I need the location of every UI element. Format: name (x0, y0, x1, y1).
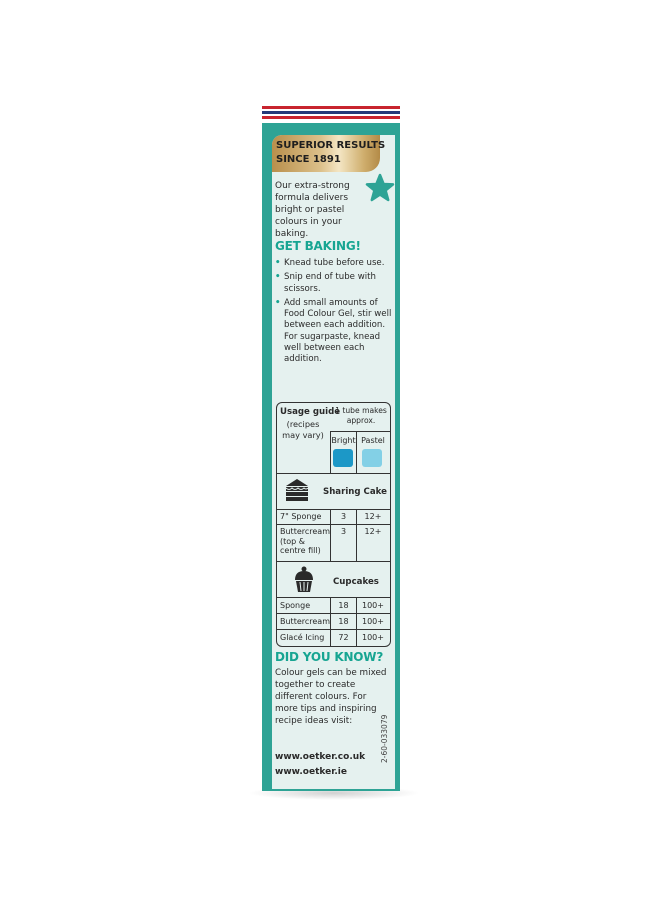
heritage-badge-text: SUPERIOR RESULTS SINCE 1891 (276, 140, 386, 165)
column-pastel: Pastel (361, 436, 385, 445)
pastel-colour-swatch (362, 449, 382, 467)
table-row-pastel: 12+ (364, 527, 382, 536)
table-row-bright: 18 (338, 601, 349, 610)
did-you-know-heading: DID YOU KNOW? (275, 650, 384, 664)
table-row-pastel: 12+ (364, 512, 382, 521)
get-baking-heading: GET BAKING! (275, 239, 361, 253)
usage-guide-table (276, 402, 391, 647)
column-bright: Bright (331, 436, 356, 445)
product-code: 2-60-033079 (380, 714, 389, 763)
instructions-list (275, 258, 393, 369)
table-row-pastel: 100+ (362, 617, 384, 626)
layer-cake-icon (283, 477, 311, 503)
table-row-item: Sponge (280, 601, 311, 610)
table-row-pastel: 100+ (362, 601, 384, 610)
instruction-item: • Add small amounts of Food Colour Gel, stir well between each addition. For sugarpaste, knead well between each addition. (275, 297, 392, 365)
flag-stripes (262, 103, 400, 123)
instruction-item: • Knead tube before use. (275, 258, 385, 268)
table-row-bright: 72 (338, 633, 349, 642)
table-row-item: Buttercream (280, 617, 330, 626)
table-row-bright: 18 (338, 617, 349, 626)
table-row-bright: 3 (340, 527, 347, 536)
table-row-item: 7" Sponge (280, 512, 322, 521)
table-row-item: Buttercream (top & centre fill) (280, 527, 330, 556)
sharing-cake-title: Sharing Cake (323, 487, 387, 497)
bright-colour-swatch (333, 449, 353, 467)
tube-header: 1 tube makes approx. (335, 406, 387, 425)
star-icon (365, 173, 395, 203)
cupcakes-title: Cupcakes (333, 577, 379, 587)
usage-guide-title: Usage guide (280, 407, 341, 417)
intro-text: Our extra-strong formula delivers bright or pastel colours in your baking. (275, 181, 350, 239)
usage-guide-subtitle: (recipes may vary) (282, 419, 324, 440)
website-ie-link[interactable]: www.oetker.ie (275, 767, 347, 777)
did-you-know-text: Colour gels can be mixed together to create different colours. For more tips and inspiring recipe ideas visit: (275, 668, 387, 726)
table-row-bright: 3 (340, 512, 347, 521)
instruction-item: • Snip end of tube with scissors. (275, 272, 376, 294)
product-box-side-panel (262, 103, 400, 791)
cupcake-icon (293, 565, 315, 593)
website-uk-link[interactable]: www.oetker.co.uk (275, 752, 366, 762)
table-row-item: Glacé Icing (280, 633, 325, 642)
table-row-pastel: 100+ (362, 633, 384, 642)
